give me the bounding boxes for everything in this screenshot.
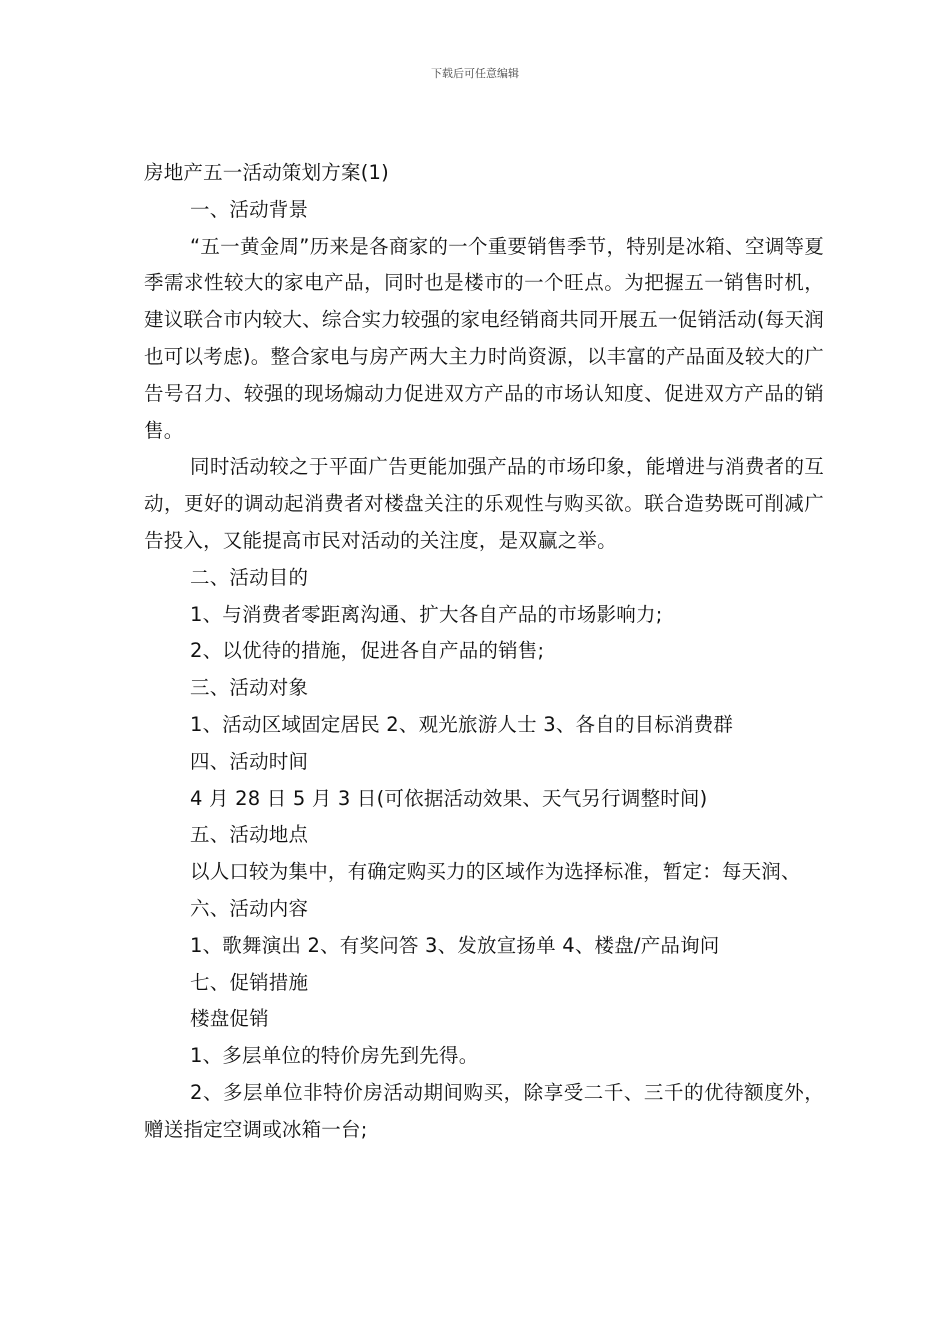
content-item-1: 1、歌舞演出 2、有奖问答 3、发放宣扬单 4、楼盘/产品询问 <box>190 933 720 957</box>
heading-background: 一、活动背景 <box>190 197 309 221</box>
time-item-1: 4 月 28 日 5 月 3 日(可依据活动效果、天气另行调整时间) <box>190 786 708 810</box>
paragraph-background-2: 同时活动较之于平面广告更能加强产品的市场印象，能增进与消费者的互动，更好的调动起消费者对楼盘关注的乐观性与购买欲。联合造势既可削减广告投入，又能提高市民对活动的关注度，是双赢之举。 <box>144 455 824 552</box>
promotion-item-1: 1、多层单位的特价房先到先得。 <box>190 1044 479 1068</box>
paragraph-place: 以人口较为集中，有确定购买力的区域作为选择标准，暂定：每天润、 <box>190 860 801 884</box>
heading-place: 五、活动地点 <box>190 823 309 847</box>
heading-time: 四、活动时间 <box>190 749 309 773</box>
paragraph-background-1: “五一黄金周”历来是各商家的一个重要销售季节，特别是冰箱、空调等夏季需求性较大的家电产品，同时也是楼市的一个旺点。为把握五一销售时机，建议联合市内较大、综合实力较强的家电经销商共同开展五一促销活动(每天润也可以考虑)。整合家电与房产两大主力时尚资源，以丰富的产品面及较大的广告号召力、较强的现场煽动力促进双方产品的市场认知度、促进双方产品的销售。 <box>144 234 824 442</box>
goal-item-1: 1、与消费者零距离沟通、扩大各自产品的市场影响力; <box>190 602 663 626</box>
subheading-property-promotion: 楼盘促销 <box>190 1007 269 1031</box>
heading-promotion: 七、促销措施 <box>190 970 309 994</box>
page-header-note: 下载后可任意编辑 <box>431 67 519 80</box>
document-title: 房地产五一活动策划方案(1) <box>144 161 389 184</box>
goal-item-2: 2、以优待的措施，促进各自产品的销售; <box>190 639 545 663</box>
target-item-1: 1、活动区域固定居民 2、观光旅游人士 3、各自的目标消费群 <box>190 712 734 736</box>
document-body <box>144 155 824 1149</box>
heading-goal: 二、活动目的 <box>190 565 309 589</box>
promotion-item-2: 2、多层单位非特价房活动期间购买，除享受二千、三千的优待额度外，赠送指定空调或冰箱一台; <box>144 1080 824 1141</box>
heading-content: 六、活动内容 <box>190 896 309 920</box>
heading-target: 三、活动对象 <box>190 676 309 700</box>
